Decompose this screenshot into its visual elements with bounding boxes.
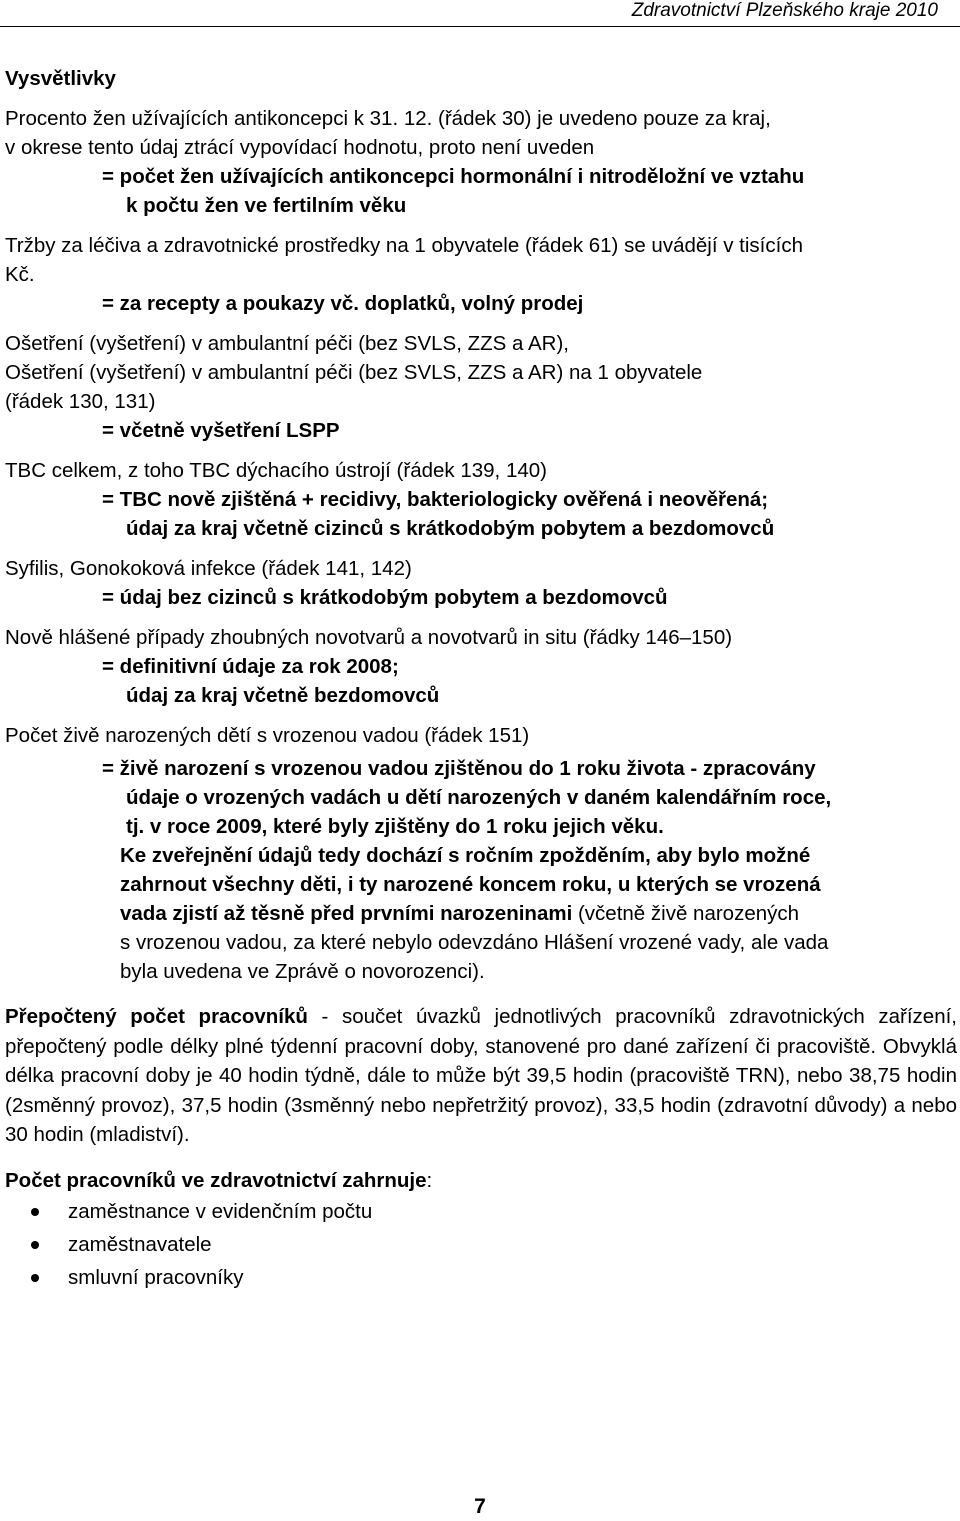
document-body — [5, 64, 960, 1294]
bullet-icon — [31, 1208, 39, 1216]
novotvary-definition-2: údaj za kraj včetně bezdomovců — [126, 684, 440, 707]
vady-definition-3: tj. v roce 2009, které byly zjištěny do 1 roku jejich věku. — [126, 815, 664, 838]
trzby-line1: Tržby za léčiva a zdravotnické prostředky na 1 obyvatele (řádek 61) se uvádějí v tisících — [5, 234, 803, 257]
spacer — [5, 445, 960, 456]
vady-line1: Počet živě narozených dětí s vrozenou vadou (řádek 151) — [5, 724, 530, 747]
bullet-icon — [31, 1241, 39, 1249]
spacer — [5, 318, 960, 329]
prepocteny-paragraph — [5, 1002, 957, 1150]
list-item — [5, 1228, 960, 1261]
osetreni-line2: Ošetření (vyšetření) v ambulantní péči (bez SVLS, ZZS a AR) na 1 obyvatele — [5, 361, 703, 384]
tbc-definition-2: údaj za kraj včetně cizinců s krátkodobým pobytem a bezdomovců — [126, 517, 775, 540]
syfilis-line1: Syfilis, Gonokoková infekce (řádek 141, 142) — [5, 557, 412, 580]
trzby-definition: = za recepty a poukazy vč. doplatků, volný prodej — [102, 292, 584, 315]
list-item — [5, 1261, 960, 1294]
vady-definition-5: zahrnout všechny děti, i ty narozené koncem roku, u kterých se vrozená — [120, 873, 821, 896]
zahrnuje-list — [5, 1195, 960, 1294]
novotvary-line1: Nově hlášené případy zhoubných novotvarů a novotvarů in situ (řádky 146–150) — [5, 626, 733, 649]
spacer — [5, 220, 960, 231]
vady-definition-6-bold: vada zjistí až těsně před prvními narozeninami — [120, 902, 573, 925]
spacer — [5, 1150, 960, 1166]
vady-definition-6-rest: (včetně živě narozených — [572, 902, 800, 925]
prepocteny-text: - součet úvazků jednotlivých pracovníků zdravotnických zařízení, přepočtený podle délky plné týdenní pracovní doby, stanovené pro dané zařízení či pracoviště. Obvyklá délka pracovní doby je 40 hodin týdně, dále to může být 39,5 hodin (pracoviště TRN), nebo 38,75 hodin (2směnný provoz), 37,5 hodin (3směnný nebo nepřetržitý provoz), 33,5 hodin (zdravotní důvody) a nebo 30 hodin (mladiství). — [5, 1005, 957, 1146]
vady-definition-2: údaje o vrozených vadách u dětí narozených v daném kalendářním roce, — [126, 786, 832, 809]
bullet-icon — [31, 1274, 39, 1282]
vady-definition-4: Ke zveřejnění údajů tedy dochází s ročním zpožděním, aby bylo možné — [120, 844, 811, 867]
page-number: 7 — [474, 1495, 486, 1518]
osetreni-definition: = včetně vyšetření LSPP — [102, 419, 340, 442]
prepocteny-term: Přepočtený počet pracovníků — [5, 1005, 308, 1028]
novotvary-definition-1: = definitivní údaje za rok 2008; — [102, 655, 399, 678]
antikoncepce-definition-1: = počet žen užívajících antikoncepci hormonální i nitroděložní ve vztahu — [102, 165, 805, 188]
antikoncepce-line1: Procento žen užívajících antikoncepci k 31. 12. (řádek 30) je uvedeno pouze za kraj, — [5, 107, 771, 130]
zahrnuje-heading — [5, 1166, 960, 1195]
antikoncepce-definition-2: k počtu žen ve fertilním věku — [126, 194, 407, 217]
list-item — [5, 1195, 960, 1228]
zahrnuje-colon: : — [426, 1168, 433, 1192]
antikoncepce-line2: v okrese tento údaj ztrácí vypovídací hodnotu, proto není uveden — [5, 136, 595, 159]
vady-definition-7: s vrozenou vadou, za které nebylo odevzdáno Hlášení vrozené vady, ale vada — [120, 931, 829, 954]
page-header: Zdravotnictví Plzeňského kraje 2010 — [631, 0, 938, 21]
vady-definition-8: byla uvedena ve Zprávě o novorozenci). — [120, 960, 485, 983]
vady-definition-1: = živě narození s vrozenou vadou zjištěnou do 1 roku života - zpracovány — [102, 757, 816, 780]
tbc-definition-1: = TBC nově zjištěná + recidivy, bakteriologicky ověřená i neověřená; — [102, 488, 769, 511]
osetreni-line1: Ošetření (vyšetření) v ambulantní péči (bez SVLS, ZZS a AR), — [5, 332, 569, 355]
osetreni-line3: (řádek 130, 131) — [5, 390, 156, 413]
vady-definition-6 — [5, 899, 960, 928]
zahrnuje-term: Počet pracovníků ve zdravotnictví zahrnuje — [5, 1168, 427, 1192]
syfilis-definition: = údaj bez cizinců s krátkodobým pobytem a bezdomovců — [102, 586, 668, 609]
spacer — [5, 612, 960, 623]
section-heading: Vysvětlivky — [5, 67, 116, 90]
spacer — [5, 710, 960, 721]
tbc-line1: TBC celkem, z toho TBC dýchacího ústrojí (řádek 139, 140) — [5, 459, 547, 482]
list-item-text: zaměstnance v evidenčním počtu — [68, 1199, 373, 1223]
spacer — [5, 93, 960, 104]
list-item-text: smluvní pracovníky — [68, 1265, 244, 1289]
trzby-line2: Kč. — [5, 263, 35, 286]
spacer — [5, 543, 960, 554]
header-rule — [0, 26, 960, 27]
list-item-text: zaměstnavatele — [68, 1232, 212, 1256]
spacer — [5, 986, 960, 1002]
